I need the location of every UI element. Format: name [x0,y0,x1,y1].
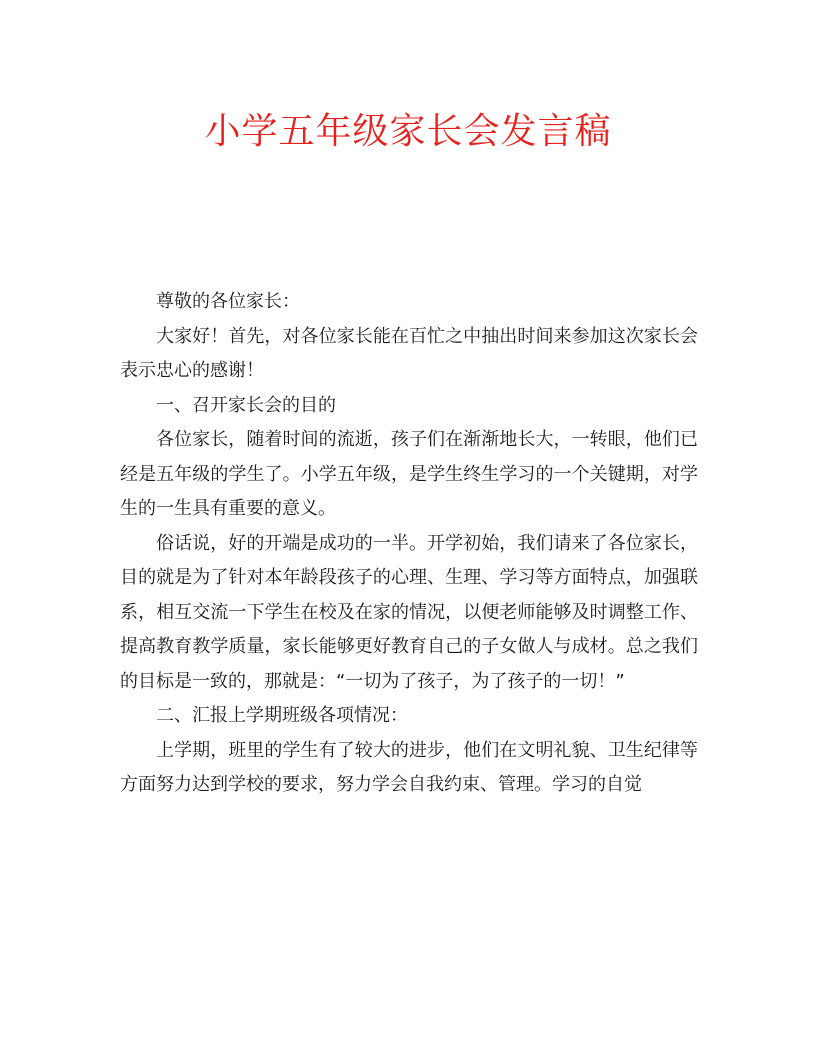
body-paragraph: 各位家长，随着时间的流逝，孩子们在渐渐地长大，一转眼，他们已经是五年级的学生了。小学五年级，是学生终生学习的一个关键期，对学生的一生具有重要的意义。 [120,429,698,519]
body-paragraph: 俗话说，好的开端是成功的一半。开学初始，我们请来了各位家长，目的就是为了针对本年龄段孩子的心理、生理、学习等方面特点，加强联系，相互交流一下学生在校及在家的情况，以便老师能够及时调整工作、提高教育教学质量，家长能够更好教育自己的子女做人与成材。总之我们的目标是一致的，那就是：“一切为了孩子，为了孩子的一切！” [120,532,698,692]
section-heading-1: 一、召开家长会的目的 [156,394,336,416]
salutation: 尊敬的各位家长： [156,291,300,312]
document-body [120,285,698,803]
greeting-paragraph: 大家好！首先，对各位家长能在百忙之中抽出时间来参加这次家长会表示忠心的感谢！ [120,325,698,381]
section-heading-2: 二、汇报上学期班级各项情况： [156,705,408,726]
document-title: 小学五年级家长会发言稿 [204,111,612,152]
body-paragraph: 上学期，班里的学生有了较大的进步，他们在文明礼貌、卫生纪律等方面努力达到学校的要求，努力学会自我约束、管理。学习的自觉 [120,739,698,795]
